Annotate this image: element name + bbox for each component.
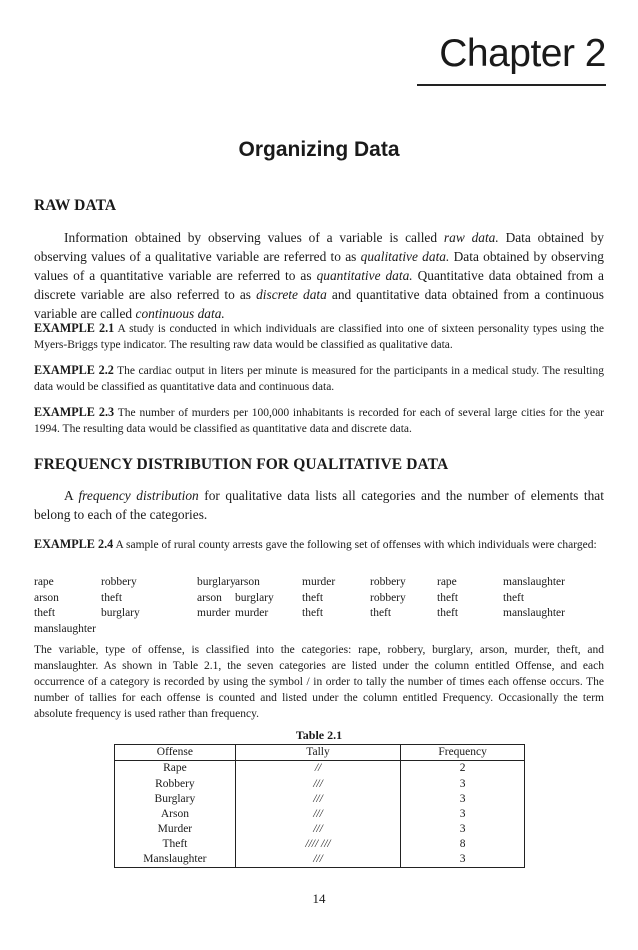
tally-cell: /// — [235, 776, 400, 791]
example-2-1-label: EXAMPLE 2.1 — [34, 321, 115, 335]
table-row — [115, 791, 525, 806]
raw-data-text-5: and quantitative data obtained from a continuous variable are called — [34, 287, 604, 321]
term-raw-data: raw data. — [443, 230, 499, 245]
offense-item: murder — [197, 607, 231, 619]
offense-cell: Arson — [115, 807, 236, 822]
frequency-intro-b: for qualitative data lists all categories and the number of elements that belong to each of the categories. — [34, 488, 604, 522]
chapter-title: Chapter 2 — [439, 32, 606, 75]
offense-item: burglary — [235, 591, 274, 604]
offense-cell: Rape — [115, 761, 236, 777]
chapter-title-rule — [417, 84, 606, 86]
tally-cell: // — [235, 761, 400, 777]
offense-row — [34, 575, 604, 591]
frequency-cell: 3 — [401, 852, 525, 868]
offense-item: theft — [437, 591, 459, 604]
example-2-4-label: EXAMPLE 2.4 — [34, 537, 114, 551]
offense-item: theft — [101, 591, 123, 604]
offense-item: rape — [34, 576, 54, 588]
offense-item: manslaughter — [503, 576, 565, 588]
offense-item: arson — [197, 591, 222, 604]
offense-cell: Theft — [115, 837, 236, 852]
table-row — [115, 807, 525, 822]
offense-row — [34, 591, 604, 607]
table-row — [115, 822, 525, 837]
term-discrete-data: discrete data — [256, 287, 327, 302]
table-row — [115, 852, 525, 868]
offense-item: murder — [235, 607, 269, 619]
frequency-heading: FREQUENCY DISTRIBUTION FOR QUALITATIVE DATA — [34, 456, 449, 473]
example-2-4 — [34, 536, 604, 553]
offense-item: robbery — [101, 576, 137, 588]
header-frequency: Frequency — [401, 745, 525, 761]
example-2-1 — [34, 320, 604, 353]
offense-item: theft — [302, 591, 324, 604]
offense-item: theft — [370, 607, 392, 619]
offense-cell: Manslaughter — [115, 852, 236, 868]
example-2-2-text: The cardiac output in liters per minute is measured for the participants in a medical study. The resulting data would be classified as quantitative data and continuous data. — [34, 365, 605, 393]
raw-data-heading: RAW DATA — [34, 197, 117, 214]
frequency-cell: 2 — [401, 761, 525, 777]
example-2-3 — [34, 404, 604, 437]
raw-data-text-2: Data obtained by observing values of a qualitative variable are referred to as — [34, 230, 604, 264]
offense-list — [34, 575, 604, 637]
offense-cell: Murder — [115, 822, 236, 837]
header-tally: Tally — [235, 745, 400, 761]
frequency-cell: 3 — [401, 791, 525, 806]
offense-item: burglary — [197, 576, 236, 588]
offense-item: theft — [437, 607, 459, 619]
offense-item: arson — [235, 576, 260, 588]
offense-row — [34, 622, 604, 638]
page-number: 14 — [312, 891, 326, 906]
raw-data-text-3: Data obtained by observing values of a quantitative variable are referred to as — [34, 249, 604, 283]
offense-item: rape — [437, 576, 457, 588]
frequency-cell: 3 — [401, 807, 525, 822]
frequency-cell: 8 — [401, 837, 525, 852]
example-2-1-text: A study is conducted in which individuals are classified into one of sixteen personality types using the Myers-Briggs type indicator. The resulting raw data would be classified as qualitative data. — [34, 323, 604, 351]
section-title: Organizing Data — [238, 138, 400, 161]
term-frequency-distribution: frequency distribution — [78, 488, 199, 503]
tally-cell: /// — [235, 807, 400, 822]
offense-item: theft — [34, 607, 56, 619]
frequency-explanation: The variable, type of offense, is classified into the categories: rape, robbery, burglary, arson, murder, theft, and manslaughter. As shown in Table 2.1, the seven categories are listed under the column entitled Offense, and each occurrence of a category is recorded by using the symbol / in order to tally the number of times each offense occurs. The number of tallies for each offense is counted and listed under the column entitled Frequency. Occasionally the term absolute frequency is used rather than frequency. — [34, 644, 604, 720]
table-header-row — [115, 745, 525, 761]
offense-cell: Robbery — [115, 776, 236, 791]
example-2-2-label: EXAMPLE 2.2 — [34, 363, 114, 377]
table-row — [115, 837, 525, 852]
offense-item: murder — [302, 576, 336, 588]
offense-item: theft — [503, 591, 525, 604]
offense-row — [34, 606, 604, 622]
tally-cell: /// — [235, 791, 400, 806]
offense-item: arson — [34, 591, 59, 604]
frequency-table — [114, 744, 525, 868]
header-offense: Offense — [115, 745, 236, 761]
raw-data-text-1: Information obtained by observing values of a variable is called — [64, 230, 438, 245]
term-qualitative-data: qualitative data. — [360, 249, 450, 264]
offense-item: robbery — [370, 591, 406, 604]
frequency-cell: 3 — [401, 822, 525, 837]
example-2-2 — [34, 362, 604, 395]
example-2-3-label: EXAMPLE 2.3 — [34, 405, 115, 419]
raw-data-paragraph — [34, 228, 604, 323]
raw-data-text-4: Quantitative data obtained from a discrete variable are also referred to as — [34, 268, 605, 302]
offense-item: burglary — [101, 607, 140, 619]
table-caption: Table 2.1 — [295, 728, 343, 742]
offense-item: theft — [302, 607, 324, 619]
frequency-intro — [34, 486, 604, 524]
frequency-intro-a: A — [64, 488, 73, 503]
tally-cell: /// — [235, 852, 400, 868]
offense-item: manslaughter — [34, 622, 96, 635]
table-row — [115, 776, 525, 791]
tally-cell: /// — [235, 822, 400, 837]
example-2-4-text: A sample of rural county arrests gave the following set of offenses with which individuals were charged: — [115, 539, 597, 551]
tally-cell: //// /// — [235, 837, 400, 852]
example-2-3-text: The number of murders per 100,000 inhabitants is recorded for each of several large cities for the year 1994. The resulting data would be classified as quantitative data and discrete data. — [34, 407, 605, 435]
table-row — [115, 761, 525, 777]
offense-cell: Burglary — [115, 791, 236, 806]
term-quantitative-data: quantitative data. — [316, 268, 413, 283]
offense-item: manslaughter — [503, 607, 565, 619]
term-continuous-data: continuous data. — [135, 306, 225, 321]
offense-item: robbery — [370, 576, 406, 588]
frequency-cell: 3 — [401, 776, 525, 791]
